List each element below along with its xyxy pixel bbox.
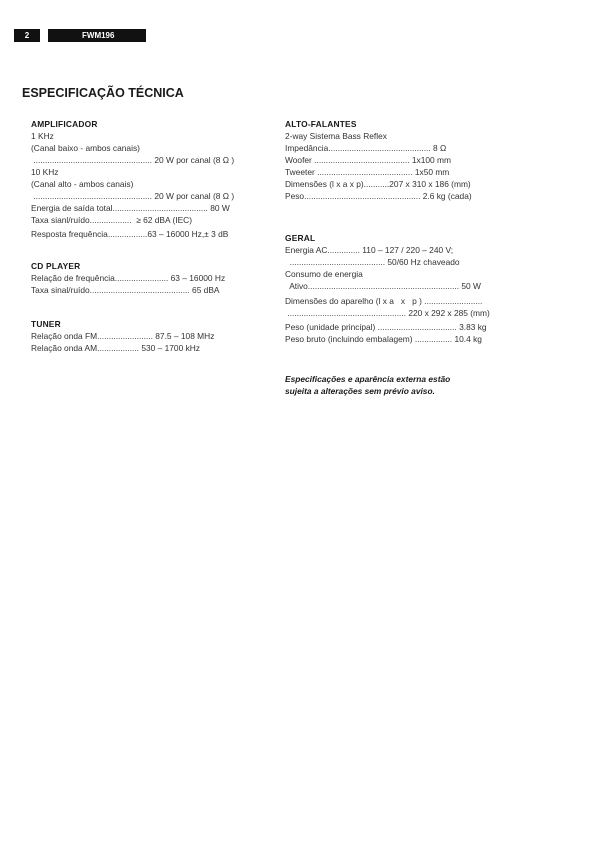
note-line: Especificações e aparência externa estão <box>285 374 451 384</box>
spec-line: ......................................... 50/60 Hz chaveado <box>285 257 460 267</box>
spec-line: Impedância............................................ 8 Ω <box>285 143 447 153</box>
spec-line: ................................................... 220 x 292 x 285 (mm) <box>285 308 490 318</box>
spec-line: Taxa sinal/ruído........................................... 65 dBA <box>31 285 220 295</box>
spec-line: 2-way Sistema Bass Reflex <box>285 131 387 141</box>
spec-line: Ativo................................................................. 50 W <box>285 281 481 291</box>
speakers-section <box>285 118 535 202</box>
spec-line: (Canal baixo - ambos canais) <box>31 143 140 153</box>
general-title: GERAL <box>285 233 316 243</box>
cd-player-title: CD PLAYER <box>31 261 81 271</box>
spec-line: Dimensões (l x a x p)...........207 x 310 x 186 (mm) <box>285 179 471 189</box>
disclaimer-note <box>285 373 535 397</box>
spec-line: Energia AC.............. 110 – 127 / 220 – 240 V; <box>285 245 454 255</box>
right-column <box>285 118 535 397</box>
spec-line: 1 KHz <box>31 131 54 141</box>
cd-player-section <box>31 260 271 296</box>
amplifier-section <box>31 118 271 240</box>
amplifier-title: AMPLIFICADOR <box>31 119 98 129</box>
spec-line: Resposta frequência.................63 – 16000 Hz,± 3 dB <box>31 229 229 239</box>
tuner-title: TUNER <box>31 319 61 329</box>
spec-line: ................................................... 20 W por canal (8 Ω ) <box>31 155 235 165</box>
page-title: ESPECIFICAÇÃO TÉCNICA <box>22 86 184 100</box>
spec-line: Peso (unidade principal) .................................. 3.83 kg <box>285 322 487 332</box>
general-section <box>285 232 535 345</box>
page-number: 2 <box>14 29 40 42</box>
spec-line: Woofer ......................................... 1x100 mm <box>285 155 451 165</box>
note-line: sujeita a alterações sem prévio aviso. <box>285 386 435 396</box>
spec-line: (Canal alto - ambos canais) <box>31 179 134 189</box>
tuner-section <box>31 318 271 354</box>
spec-line: Relação onda AM.................. 530 – 1700 kHz <box>31 343 200 353</box>
spec-line: ................................................... 20 W por canal (8 Ω ) <box>31 191 235 201</box>
speakers-title: ALTO-FALANTES <box>285 119 357 129</box>
left-column <box>31 118 271 354</box>
spec-line: Relação de frequência....................... 63 – 16000 Hz <box>31 273 226 283</box>
spec-line: Energia de saída total......................................... 80 W <box>31 203 230 213</box>
spec-line: Peso bruto (incluindo embalagem) ................ 10.4 kg <box>285 334 482 344</box>
spec-line: Peso.................................................. 2.6 kg (cada) <box>285 191 472 201</box>
spec-line: Dimensões do aparelho (l x a x p ) ......................... <box>285 296 483 306</box>
model-label: FWM196 <box>48 29 146 42</box>
spec-line: 10 KHz <box>31 167 59 177</box>
spec-line: Taxa sianl/ruído.................. ≥ 62 dBA (IEC) <box>31 215 192 225</box>
spec-line: Tweeter ......................................... 1x50 mm <box>285 167 450 177</box>
spec-line: Consumo de energia <box>285 269 363 279</box>
spec-line: Relação onda FM........................ 87.5 – 108 MHz <box>31 331 215 341</box>
